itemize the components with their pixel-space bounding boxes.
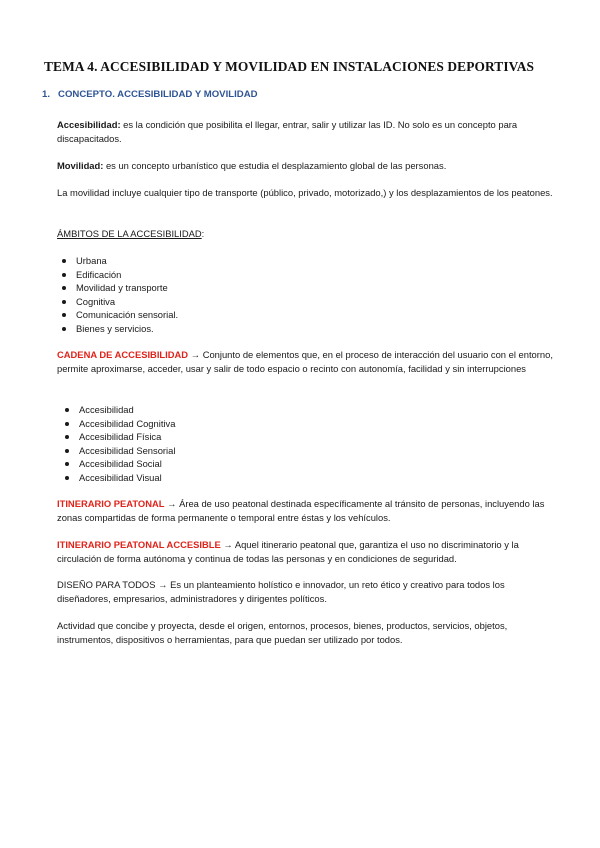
list-item bbox=[63, 457, 175, 471]
bullet-icon bbox=[62, 313, 66, 317]
list-item bbox=[60, 268, 178, 282]
arrow-icon: → bbox=[155, 579, 171, 590]
list-item bbox=[60, 254, 178, 268]
itinerario-accesible-term: ITINERARIO PEATONAL ACCESIBLE bbox=[57, 539, 221, 550]
list-item-text: Comunicación sensorial. bbox=[76, 309, 179, 321]
bullet-icon bbox=[62, 259, 66, 263]
list-item bbox=[60, 281, 178, 295]
list-item bbox=[60, 308, 178, 322]
diseno-term: DISEÑO PARA TODOS bbox=[57, 579, 156, 590]
movilidad-text: es un concepto urbanístico que estudia el desplazamiento global de las personas. bbox=[103, 160, 447, 171]
movilidad-paragraph bbox=[57, 159, 557, 173]
list-item-text: Accesibilidad Visual bbox=[79, 471, 162, 483]
arrow-icon: → bbox=[188, 349, 203, 360]
list-item-text: Accesibilidad Sensorial bbox=[79, 444, 176, 456]
ambitos-heading-text: ÁMBITOS DE LA ACCESIBILIDAD bbox=[57, 228, 202, 239]
itinerario-paragraph bbox=[57, 497, 557, 525]
cadena-list bbox=[63, 403, 175, 485]
diseno-paragraph bbox=[57, 578, 557, 606]
list-item-text: Urbana bbox=[76, 255, 107, 266]
bullet-icon bbox=[62, 286, 66, 290]
movilidad-incluye-paragraph: La movilidad incluye cualquier tipo de transporte (público, privado, motorizado,) y los desplazamientos de los peatones. bbox=[57, 187, 553, 198]
list-item bbox=[60, 295, 178, 309]
section-number: 1. bbox=[42, 89, 51, 100]
bullet-icon bbox=[65, 476, 69, 480]
list-item-text: Accesibilidad Cognitiva bbox=[79, 417, 176, 429]
list-item bbox=[63, 403, 175, 417]
bullet-icon bbox=[65, 435, 69, 439]
arrow-icon: → bbox=[220, 539, 235, 550]
list-item bbox=[63, 417, 175, 431]
ambitos-heading-colon: : bbox=[201, 228, 205, 239]
arrow-icon: → bbox=[164, 498, 180, 509]
ambitos-list bbox=[60, 254, 178, 336]
bullet-icon bbox=[65, 449, 69, 453]
list-item bbox=[60, 322, 178, 336]
bullet-icon bbox=[65, 408, 69, 412]
bullet-icon bbox=[62, 327, 66, 331]
ambitos-heading bbox=[57, 227, 557, 241]
bullet-icon bbox=[65, 462, 69, 466]
cadena-paragraph bbox=[57, 348, 557, 376]
actividad-paragraph: Actividad que concibe y proyecta, desde el origen, entornos, procesos, bienes, productos, servicios, objetos, instrumentos, dispositivos o herramientas, para que puedan ser utilizado por todos. bbox=[57, 620, 508, 645]
bullet-icon bbox=[65, 422, 69, 426]
movilidad-term: Movilidad: bbox=[57, 160, 104, 171]
itinerario-term: ITINERARIO PEATONAL bbox=[57, 498, 165, 509]
accesibilidad-text: es la condición que posibilita el llegar, entrar, salir y utilizar las ID. No solo es un concepto para discapacitados. bbox=[57, 119, 518, 144]
itinerario-accesible-text: Aquel itinerario peatonal que, garantiza el uso no discriminatorio y la circulación de forma autónoma y continua de todas las personas y en condiciones de seguridad. bbox=[57, 539, 519, 564]
cadena-text: Conjunto de elementos que, en el proceso de interacción del usuario con el entorno, permite aproximarse, acceder, usar y salir de todo espacio o recinto con autonomía, facilidad y sin interrupciones bbox=[57, 349, 553, 374]
list-item-text: Bienes y servicios. bbox=[76, 322, 154, 334]
cadena-term: CADENA DE ACCESIBILIDAD bbox=[57, 349, 189, 360]
list-item bbox=[63, 444, 175, 458]
accesibilidad-term: Accesibilidad: bbox=[57, 119, 121, 130]
diseno-text: Es un planteamiento holístico e innovador, un reto ético y creativo para todos los diseñadores, empresarios, administradores y dirigentes políticos. bbox=[57, 579, 505, 604]
itinerario-text: Área de uso peatonal destinada específicamente al tránsito de personas, incluyendo las zonas compartidas de forma permanente o temporal entre éstas y los vehículos. bbox=[57, 498, 545, 523]
list-item-text: Movilidad y transporte bbox=[76, 282, 168, 294]
list-item-text: Edificación bbox=[76, 268, 122, 280]
accesibilidad-paragraph bbox=[57, 118, 557, 146]
page-title: TEMA 4. ACCESIBILIDAD Y MOVILIDAD EN INSTALACIONES DEPORTIVAS bbox=[44, 59, 535, 74]
list-item-text: Accesibilidad Física bbox=[79, 431, 162, 443]
bullet-icon bbox=[62, 300, 66, 304]
list-item bbox=[63, 471, 175, 485]
section-label: CONCEPTO. ACCESIBILIDAD Y MOVILIDAD bbox=[58, 89, 258, 100]
section-heading bbox=[42, 89, 258, 100]
list-item-text: Accesibilidad Social bbox=[79, 458, 162, 470]
itinerario-accesible-paragraph bbox=[57, 538, 557, 566]
list-item-text: Cognitiva bbox=[76, 295, 116, 307]
list-item bbox=[63, 430, 175, 444]
list-item-text: Accesibilidad bbox=[79, 404, 134, 415]
bullet-icon bbox=[62, 273, 66, 277]
